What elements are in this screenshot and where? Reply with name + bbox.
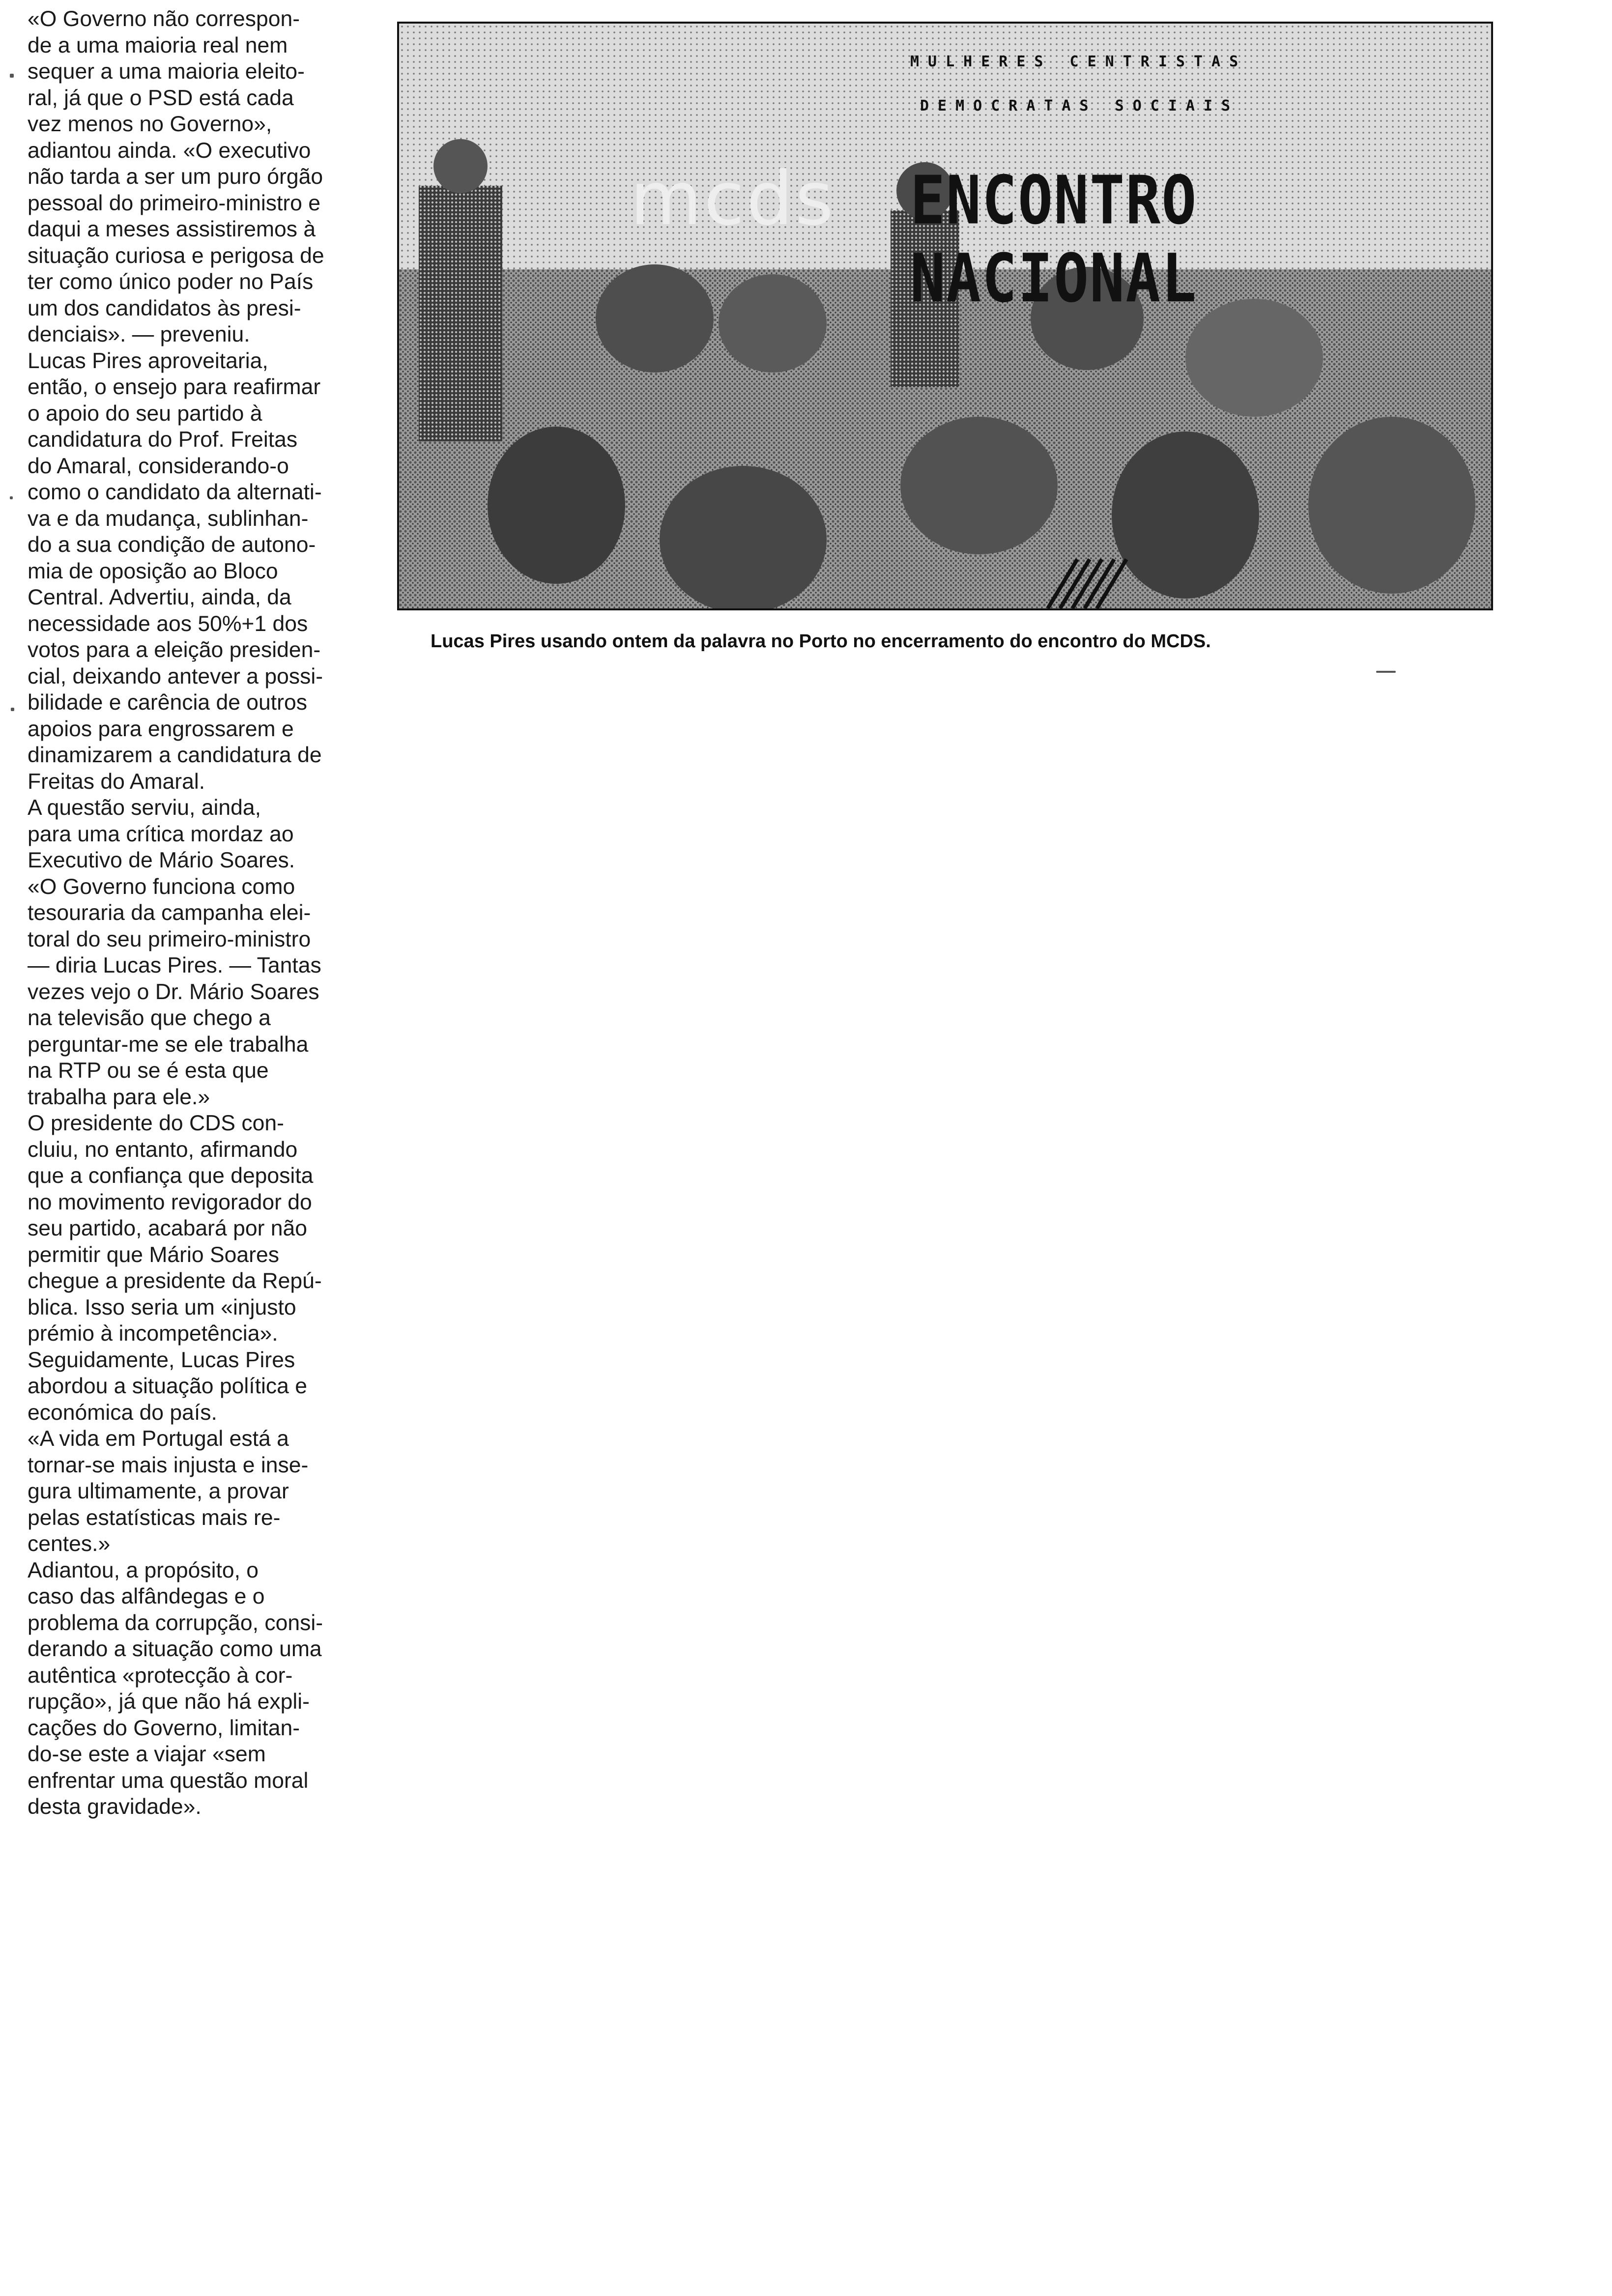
- article-line: não tarda a ser um puro órgão: [28, 165, 323, 189]
- article-line: Seguidamente, Lucas Pires: [28, 1348, 295, 1372]
- article-line: perguntar-me se ele trabalha: [28, 1032, 309, 1057]
- article-line: bilidade e carência de outros: [28, 690, 307, 715]
- article-line: mia de oposição ao Bloco: [28, 559, 278, 583]
- article-line: Adiantou, a propósito, o: [28, 1558, 259, 1582]
- article-line: centes.»: [28, 1532, 111, 1556]
- article-line: necessidade aos 50%+1 dos: [28, 611, 308, 636]
- article-line: situação curiosa e perigosa de: [28, 243, 324, 268]
- article-line: autêntica «protecção à cor-: [28, 1663, 293, 1688]
- article-line: «O Governo funciona como: [28, 874, 295, 899]
- article-line: do Amaral, considerando-o: [28, 454, 289, 478]
- article-line: de a uma maioria real nem: [28, 33, 288, 57]
- article-line: votos para a eleição presiden-: [28, 638, 321, 662]
- article-line: pelas estatísticas mais re-: [28, 1505, 281, 1530]
- article-line: ter como único poder no País: [28, 270, 314, 294]
- article-line: toral do seu primeiro-ministro: [28, 927, 311, 951]
- article-line: ral, já que o PSD está cada: [28, 86, 294, 110]
- article-line: permitir que Mário Soares: [28, 1242, 279, 1267]
- article-line: prémio à incompetência».: [28, 1321, 278, 1346]
- article-line: «A vida em Portugal está a: [28, 1427, 289, 1451]
- article-line: gura ultimamente, a provar: [28, 1479, 289, 1503]
- article-line: no movimento revigorador do: [28, 1190, 312, 1214]
- article-line: trabalha para ele.»: [28, 1085, 210, 1109]
- article-line: va e da mudança, sublinhan-: [28, 506, 309, 531]
- article-line: vez menos no Governo»,: [28, 112, 272, 136]
- article-line: Central. Advertiu, ainda, da: [28, 585, 291, 609]
- article-line: problema da corrupção, consi-: [28, 1610, 323, 1635]
- article-line: do a sua condição de autono-: [28, 533, 316, 557]
- article-line: «O Governo não correspon-: [28, 7, 300, 31]
- article-line: do-se este a viajar «sem: [28, 1742, 266, 1766]
- article-line: chegue a presidente da Repú-: [28, 1269, 322, 1293]
- article-line: tesouraria da campanha elei-: [28, 901, 311, 925]
- article-line: sequer a uma maioria eleito-: [28, 59, 305, 84]
- article-column: [28, 6, 372, 1820]
- article-line: desta gravidade».: [28, 1795, 202, 1819]
- article-line: o apoio do seu partido à: [28, 401, 262, 426]
- article-line: económica do país.: [28, 1400, 217, 1425]
- article-line: Executivo de Mário Soares.: [28, 848, 295, 872]
- article-line: na televisão que chego a: [28, 1006, 271, 1030]
- article-line: um dos candidatos às presi-: [28, 296, 301, 320]
- article-line: pessoal do primeiro-ministro e: [28, 191, 321, 215]
- article-line: então, o ensejo para reafirmar: [28, 375, 321, 399]
- banner-line-1: MULHERES CENTRISTAS: [910, 53, 1247, 70]
- banner-headline: ENCONTRO NACIONAL: [910, 161, 1198, 317]
- article-line: blica. Isso seria um «injusto: [28, 1295, 296, 1320]
- scan-speck: [11, 708, 14, 711]
- article-line: Lucas Pires aproveitaria,: [28, 348, 268, 373]
- article-line: adiantou ainda. «O executivo: [28, 138, 311, 163]
- photo-caption: Lucas Pires usando ontem da palavra no Porto no encerramento do encontro do MCDS.: [431, 631, 1211, 652]
- article-line: Freitas do Amaral.: [28, 769, 205, 794]
- article-line: derando a situação como uma: [28, 1637, 322, 1661]
- article-line: que a confiança que deposita: [28, 1164, 314, 1188]
- article-line: A questão serviu, ainda,: [28, 796, 261, 820]
- article-line: seu partido, acabará por não: [28, 1216, 308, 1240]
- article-line: candidatura do Prof. Freitas: [28, 428, 298, 452]
- article-line: daqui a meses assistiremos à: [28, 217, 316, 241]
- mcds-logo: mcds: [630, 156, 835, 242]
- article-line: vezes vejo o Dr. Mário Soares: [28, 979, 319, 1004]
- article-line: cações do Governo, limitan-: [28, 1716, 300, 1740]
- article-line: rupção», já que não há expli-: [28, 1690, 310, 1714]
- banner-line-2: DEMOCRATAS SOCIAIS: [920, 97, 1239, 115]
- article-line: cial, deixando antever a possi-: [28, 664, 323, 689]
- scan-speck: [10, 496, 13, 499]
- article-line: denciais». — preveniu.: [28, 322, 250, 346]
- article-line: O presidente do CDS con-: [28, 1111, 284, 1135]
- article-line: enfrentar uma questão moral: [28, 1768, 309, 1793]
- article-line: para uma crítica mordaz ao: [28, 822, 294, 846]
- article-line: tornar-se mais injusta e inse-: [28, 1453, 309, 1477]
- article-line: — diria Lucas Pires. — Tantas: [28, 953, 321, 977]
- news-photo: [397, 22, 1493, 610]
- article-line: cluiu, no entanto, afirmando: [28, 1137, 298, 1162]
- article-line: na RTP ou se é esta que: [28, 1059, 269, 1083]
- article-line: apoios para engrossarem e: [28, 717, 294, 741]
- scan-speck: [1376, 671, 1396, 673]
- article-line: como o candidato da alternati-: [28, 480, 322, 504]
- article-line: dinamizarem a candidatura de: [28, 743, 322, 767]
- article-line: abordou a situação política e: [28, 1374, 308, 1398]
- scan-speck: [10, 74, 14, 78]
- article-line: caso das alfândegas e o: [28, 1584, 265, 1608]
